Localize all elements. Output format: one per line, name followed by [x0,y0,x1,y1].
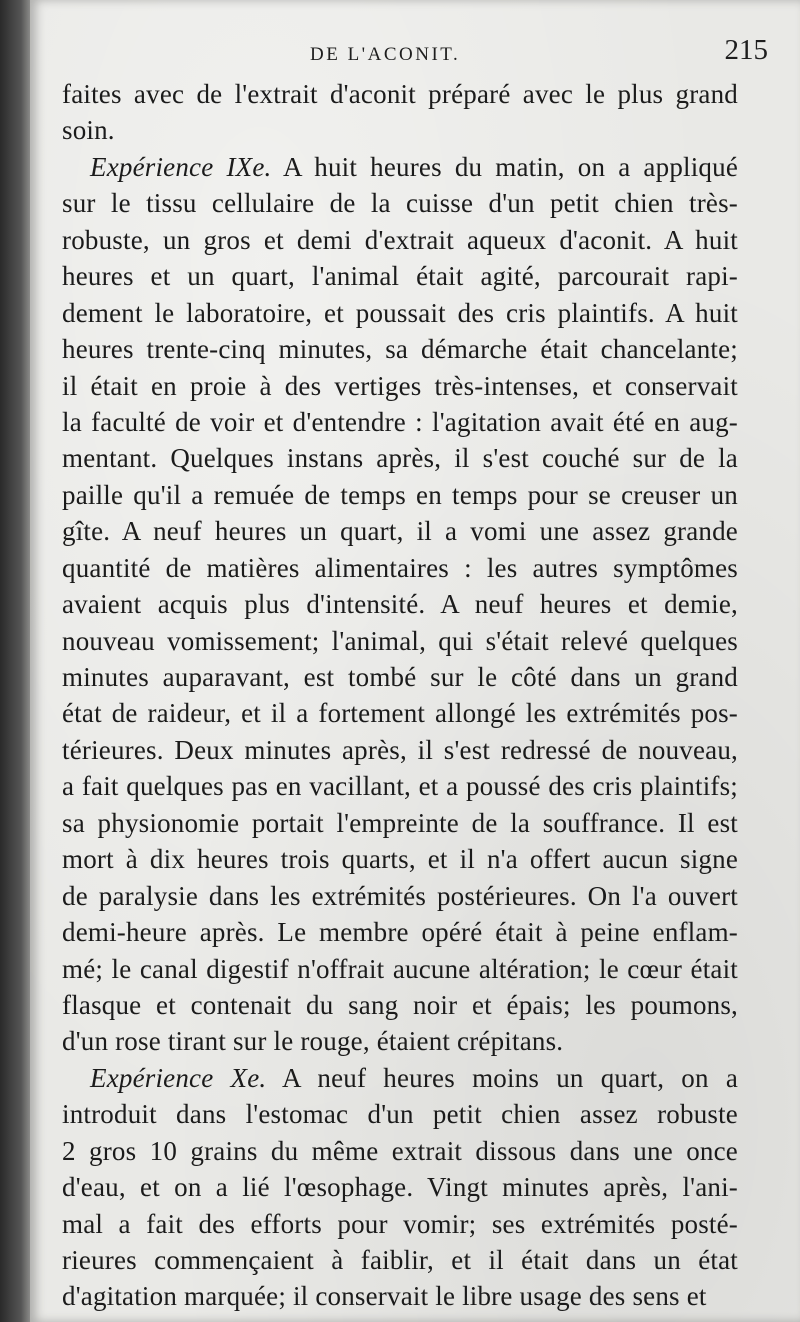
experience-label: Expérience Xe. [90,1062,267,1093]
line-text: A neuf heures moins un quart, on a [266,1062,738,1093]
text-line [62,368,738,404]
text-line [62,1206,738,1242]
text-line [62,112,738,148]
line-text: nouveau vomissement; l'animal, qui s'était relevé quelques [62,625,738,656]
text-line [62,331,738,367]
text-line [62,841,738,877]
text-line [62,768,738,804]
line-text: mal a fait des efforts pour vomir; ses extrémités posté- [62,1208,738,1239]
body-text [62,76,738,1315]
line-text: flasque et contenait du sang noir et épais; les poumons, [62,989,738,1020]
line-text: de paralysie dans les extrémités postérieures. On l'a ouvert [62,880,738,911]
paragraph-first-line [62,149,738,185]
line-text: heures trente-cinq minutes, sa démarche était chancelante; [62,334,738,365]
line-text: minutes auparavant, est tombé sur le côté dans un grand [62,662,738,692]
text-line [62,185,738,221]
line-text: sa physionomie portait l'empreinte de la souffrance. Il est [62,807,738,838]
line-text: 2 gros 10 grains du même extrait dissous dans une once [62,1135,738,1166]
line-text: d'un rose tirant sur le rouge, étaient crépitans. [62,1026,564,1057]
text-line [62,477,738,513]
line-text: robuste, un gros et demi d'extrait aqueux d'aconit. A huit [62,224,738,255]
line-text: état de raideur, et il a fortement allongé les extrémités pos- [62,698,738,729]
line-text: térieures. Deux minutes après, il s'est redressé de nouveau, [62,734,738,765]
text-line [62,805,738,841]
text-line [62,623,738,659]
text-line [62,987,738,1023]
text-line [62,76,738,112]
line-text: rieures commençaient à faiblir, et il était dans un état [62,1245,738,1275]
running-head [30,34,800,74]
line-text: heures et un quart, l'animal était agité, parcourait rapi- [62,261,738,292]
text-line [62,222,738,258]
line-text: quantité de matières alimentaires : les autres symptômes [62,552,738,583]
text-line [62,878,738,914]
text-line [62,1133,738,1169]
line-text: introduit dans l'estomac d'un petit chien assez robuste [62,1099,738,1130]
line-text: soin. [62,115,115,146]
running-head-title: DE L'ACONIT. [310,44,461,65]
text-line [62,1023,738,1059]
line-text: demi-heure après. Le membre opéré était à peine enflam- [62,917,738,948]
text-line [62,1278,738,1314]
line-text: mentant. Quelques instans après, il s'est couché sur de la [62,443,738,474]
page-edge-shadow [0,0,30,1322]
line-text: sur le tissu cellulaire de la cuisse d'un petit chien très- [62,188,738,219]
text-line [62,1169,738,1205]
line-text: A huit heures du matin, on a appliqué [271,151,738,182]
text-line [62,914,738,950]
text-line [62,440,738,476]
line-text: la faculté de voir et d'entendre : l'agitation avait été en aug- [62,406,738,437]
text-line [62,513,738,549]
line-text: d'agitation marquée; il conservait le libre usage des sens et [62,1281,707,1312]
text-line [62,550,738,586]
line-text: d'eau, et on a lié l'œsophage. Vingt minutes après, l'ani- [62,1172,738,1203]
experience-label: Expérience IXe. [90,151,272,182]
text-line [62,1242,738,1278]
line-text: gîte. A neuf heures un quart, il a vomi une assez grande [62,516,738,547]
line-text: paille qu'il a remuée de temps en temps pour se creuser un [62,479,738,510]
line-text: mort à dix heures trois quarts, et il n'a offert aucun signe [62,844,738,875]
line-text: dement le laboratoire, et poussait des cris plaintifs. A huit [62,297,738,328]
text-line [62,1096,738,1132]
text-line [62,258,738,294]
text-line [62,951,738,987]
text-line [62,695,738,731]
text-line [62,295,738,331]
line-text: avaient acquis plus d'intensité. A neuf heures et demie, [62,589,738,620]
page-number: 215 [724,34,768,66]
text-line [62,659,738,695]
paragraph-first-line [62,1060,738,1096]
line-text: mé; le canal digestif n'offrait aucune altération; le cœur était [62,953,738,984]
line-text: a fait quelques pas en vacillant, et a poussé des cris plaintifs; [62,771,738,802]
text-line [62,404,738,440]
text-line [62,586,738,622]
line-text: faites avec de l'extrait d'aconit préparé avec le plus grand [62,79,738,109]
line-text: il était en proie à des vertiges très-intenses, et conservait [62,370,738,401]
text-line [62,732,738,768]
